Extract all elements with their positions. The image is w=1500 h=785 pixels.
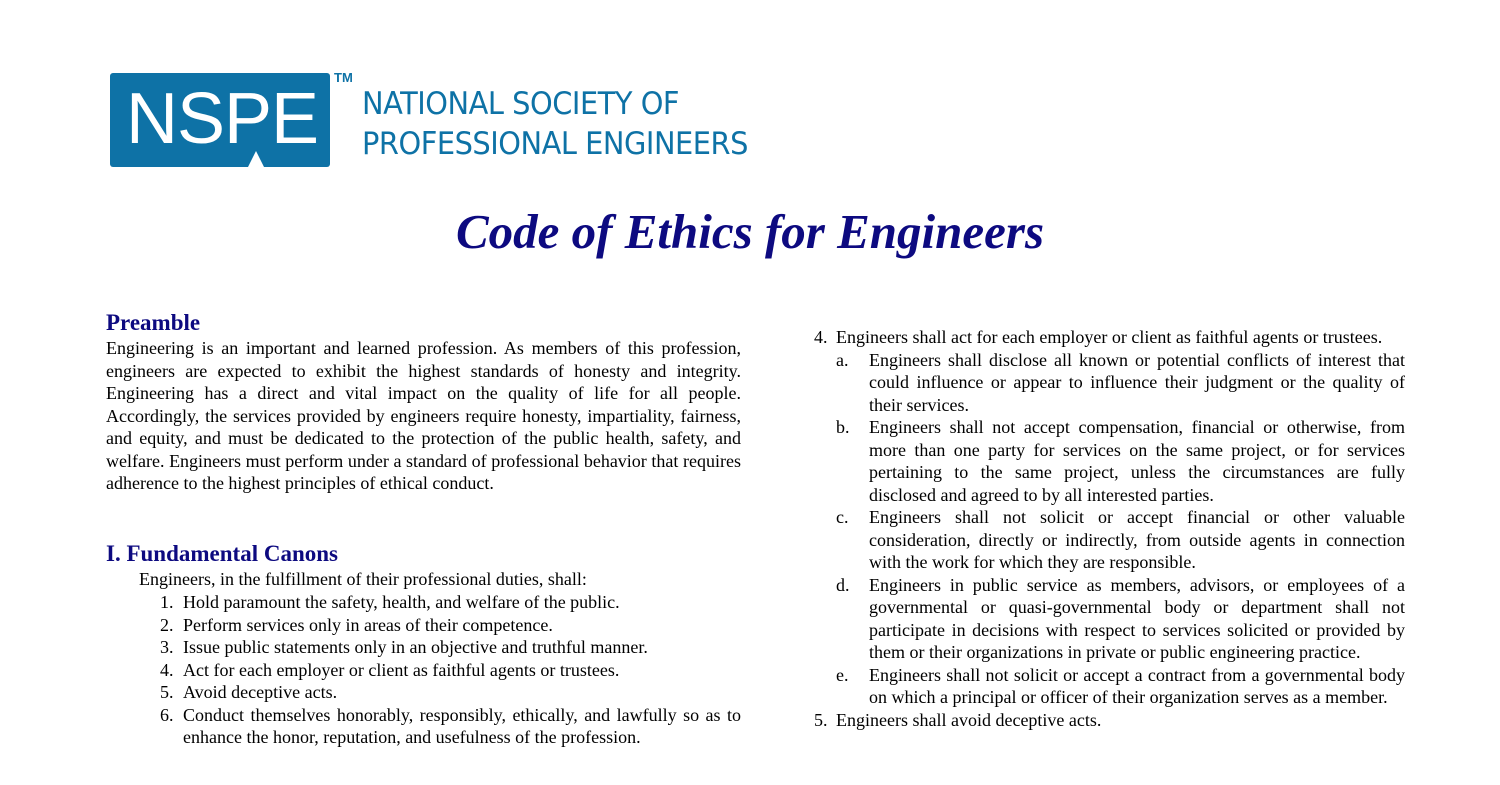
org-line-2: PROFESSIONAL ENGINEERS (362, 126, 748, 162)
item-text: Issue public statements only in an objective and truthful manner. (183, 637, 648, 657)
document-title: Code of Ethics for Engineers (455, 204, 1045, 259)
sub-list (836, 349, 1405, 709)
item-text: Engineers in public service as members, advisors, or employees of a governmental or quasi-governmental body or department shall not participate in decisions with respect to services solicited or provided by them or their organizations in private or public engineering practice. (869, 574, 1405, 662)
trademark: TM (334, 70, 353, 85)
item-number: 4. (160, 659, 174, 680)
canons-intro: Engineers, in the fulfillment of their professional duties, shall: (139, 569, 587, 589)
item-number: e. (836, 664, 849, 685)
item-text: Engineers shall disclose all known or potential conflicts of interest that could influence or appear to influence their judgment or the quality of their services. (869, 349, 1405, 415)
preamble-text: Engineering is an important and learned profession. As members of this profession, engineers are expected to exhibit the highest standards of honesty and integrity. Engineering has a direct and vital impact on the quality of life for all people. Accordingly, the services provided by engineers require honesty, impartiality, fairness, and equity, and must be dedicated to the protection of the public health, safety, and welfare. Engineers must perform under a standard of professional behavior that requires adherence to the highest principles of ethical conduct. (106, 338, 741, 493)
list-item (836, 349, 1405, 417)
canons-heading: I. Fundamental Canons (106, 541, 338, 566)
item-number: a. (836, 349, 849, 370)
list-item (836, 574, 1405, 664)
item-number: 5. (814, 709, 828, 730)
org-name (362, 84, 748, 164)
item-number: 6. (160, 704, 174, 725)
list-item-5 (814, 709, 1405, 732)
item-text: Perform services only in areas of their competence. (183, 614, 553, 635)
list-item (836, 416, 1405, 506)
item-number: 2. (160, 614, 174, 635)
item-text: Hold paramount the safety, health, and welfare of the public. (183, 592, 620, 612)
list-item (836, 664, 1405, 709)
list-item (836, 506, 1405, 574)
item-text: Engineers shall avoid deceptive acts. (836, 709, 1102, 730)
item-text: Engineers shall not accept compensation, financial or otherwise, from more than one party for services on the same project, or for services pertaining to the same project, unless the circumstances are fully disclosed and agreed to by all interested parties. (869, 417, 1405, 505)
item-text: Engineers shall not solicit or accept financial or other valuable consideration, directly or indirectly, from outside agents in connection with the work for which they are responsible. (869, 507, 1405, 572)
item-number: b. (836, 417, 850, 437)
logo-notch (248, 151, 264, 167)
item-text: Act for each employer or client as faithful agents or trustees. (183, 659, 620, 680)
right-column (814, 326, 1405, 731)
list-item (160, 591, 741, 614)
list-item (160, 614, 741, 637)
list-item-4 (814, 326, 1405, 349)
item-text: Engineers shall act for each employer or client as faithful agents or trustees. (836, 327, 1383, 347)
org-line-1: NATIONAL SOCIETY OF (362, 86, 680, 122)
list-item (160, 636, 741, 659)
item-number: c. (836, 507, 849, 527)
item-text: Conduct themselves honorably, responsibly, ethically, and lawfully so as to enhance the honor, reputation, and usefulness of the profession. (183, 704, 741, 747)
item-number: 1. (160, 592, 174, 612)
item-number: 5. (160, 682, 174, 702)
item-text: Engineers shall not solicit or accept a contract from a governmental body on which a principal or officer of their organization serves as a member. (869, 664, 1405, 707)
item-text: Avoid deceptive acts. (183, 682, 338, 702)
item-number: 4. (814, 327, 828, 347)
logo-mark-text: NSPE (126, 79, 319, 159)
list-item (160, 681, 741, 704)
item-number: 3. (160, 637, 174, 657)
canons-list (160, 591, 741, 749)
list-item (160, 659, 741, 682)
item-number: d. (836, 574, 850, 595)
list-item (160, 704, 741, 749)
logo-mark (110, 73, 330, 167)
preamble-heading: Preamble (106, 310, 201, 335)
